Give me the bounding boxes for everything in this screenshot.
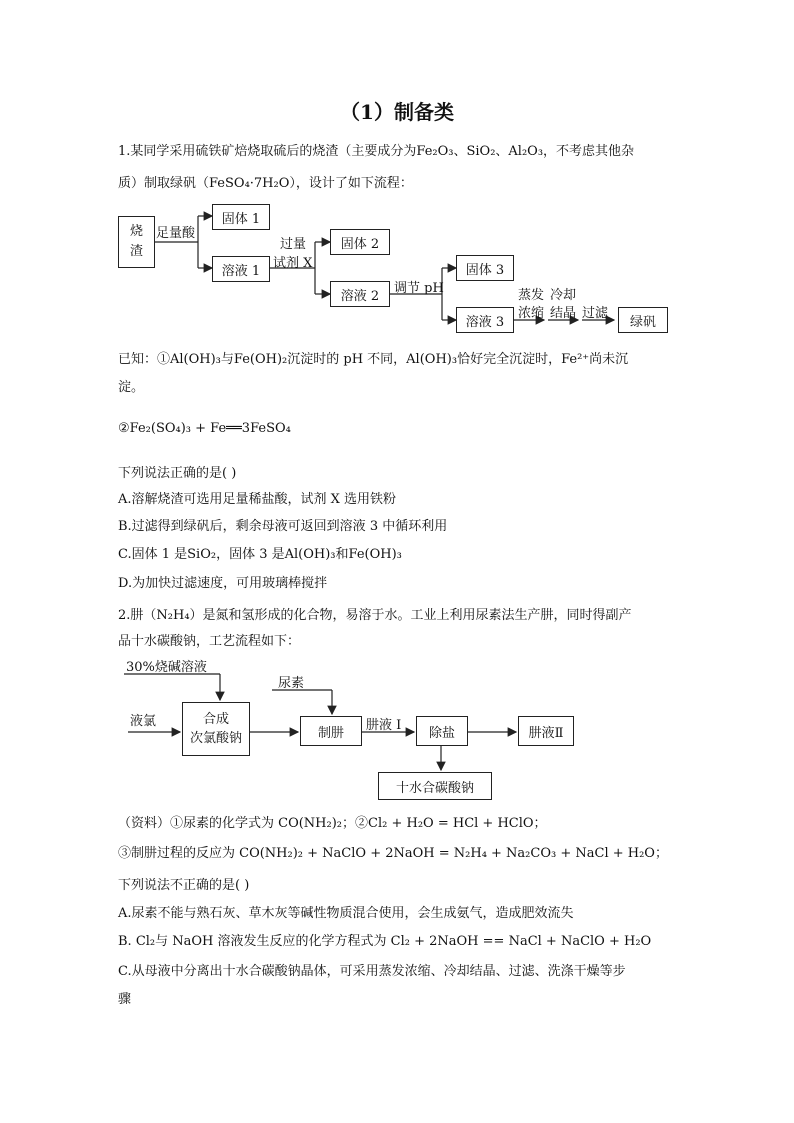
flow1-label-filter: 过滤: [582, 306, 609, 321]
flow2-label-liquid1: 肼液 I: [366, 718, 402, 733]
flow1-box-solid3: 固体 3: [456, 255, 514, 281]
q2-stem-line1: 2.肼（N₂H₄）是氮和氢形成的化合物，易溶于水。工业上利用尿素法生产肼，同时得副产: [118, 608, 632, 623]
flow2-box-synthesis: [182, 702, 250, 756]
q1-known2: ②Fe₂(SO₄)₃ + Fe══3FeSO₄: [118, 421, 291, 436]
q2-option-b: B. Cl₂与 NaOH 溶液发生反应的化学方程式为 Cl₂ + 2NaOH == NaCl + NaClO + H₂O: [118, 934, 652, 949]
q1-option-d: D.为加快过滤速度，可用玻璃棒搅拌: [118, 576, 328, 591]
q2-question: 下列说法不正确的是( ): [118, 878, 250, 893]
flow1-box-product: 绿矾: [618, 307, 668, 333]
flow1-label-cool1: 冷却: [550, 288, 577, 303]
q1-flowchart: [110, 200, 680, 340]
flow2-box-byproduct: 十水合碳酸钠: [378, 772, 492, 800]
q1-stem-line1: 1.某同学采用硫铁矿焙烧取硫后的烧渣（主要成分为Fe₂O₃、SiO₂、Al₂O₃，不考虑其他杂: [118, 144, 635, 159]
q2-flowchart: [110, 652, 610, 802]
q1-option-b: B.过滤得到绿矾后，剩余母液可返回到溶液 3 中循环利用: [118, 519, 448, 534]
page-title: （1）制备类: [340, 100, 454, 124]
q2-info1: （资料）①尿素的化学式为 CO(NH₂)₂；②Cl₂ + H₂O = HCl + HClO；: [118, 816, 547, 831]
flow1-box-solution1: 溶液 1: [212, 256, 270, 282]
q1-option-c: C.固体 1 是SiO₂，固体 3 是Al(OH)₃和Fe(OH)₃: [118, 547, 402, 562]
q1-known1-line1: 已知：①Al(OH)₃与Fe(OH)₂沉淀时的 pH 不同，Al(OH)₃恰好完全沉淀时，Fe²⁺尚未沉: [118, 352, 629, 367]
flow2-label-urea: 尿素: [278, 676, 305, 691]
flow1-label-cool2: 结晶: [550, 306, 577, 321]
flow1-label-evap1: 蒸发: [518, 288, 545, 303]
flow2-label-chlorine: 液氯: [130, 714, 157, 729]
q2-option-c-line2: 骤: [118, 992, 132, 1007]
flow2-synthesis-line2: 次氯酸钠: [189, 731, 242, 746]
flow2-box-make-hydrazine: 制肼: [300, 716, 362, 746]
flow2-box-liquid2: 肼液Ⅱ: [518, 716, 574, 746]
flow2-box-desalt: 除盐: [416, 716, 468, 746]
q1-question: 下列说法正确的是( ): [118, 466, 237, 481]
flow2-label-naoh: 30%烧碱溶液: [126, 660, 207, 675]
q2-info2: ③制肼过程的反应为 CO(NH₂)₂ + NaClO + 2NaOH = N₂H₄ + Na₂CO₃ + NaCl + H₂O；: [118, 846, 668, 861]
flow1-box-slag: [118, 216, 155, 268]
flow1-label-evap2: 浓缩: [518, 306, 545, 321]
flow1-label-acid: 足量酸: [156, 226, 196, 241]
q1-known1-line2: 淀。: [118, 380, 145, 395]
flow1-box-solid2: 固体 2: [330, 229, 390, 255]
q2-option-a: A.尿素不能与熟石灰、草木灰等碱性物质混合使用，会生成氨气，造成肥效流失: [118, 906, 574, 921]
flow1-label-ph: 调节 pH: [394, 281, 444, 296]
flow1-label-reagent1: 过量: [280, 237, 307, 252]
flow1-slag-text: 烧渣: [129, 224, 143, 259]
flow1-box-solution3: 溶液 3: [456, 307, 514, 333]
q1-stem-line2: 质）制取绿矾（FeSO₄·7H₂O），设计了如下流程：: [118, 176, 413, 191]
flow2-synthesis-line1: 合成: [202, 712, 229, 727]
q2-stem-line2: 品十水碳酸钠，工艺流程如下：: [118, 634, 301, 649]
flow1-label-reagent2: 试剂 X: [273, 256, 313, 271]
flow1-box-solution2: 溶液 2: [330, 281, 390, 307]
q2-option-c-line1: C.从母液中分离出十水合碳酸钠晶体，可采用蒸发浓缩、冷却结晶、过滤、洗涤干燥等步: [118, 964, 626, 979]
flow1-box-solid1: 固体 1: [212, 204, 270, 230]
q1-option-a: A.溶解烧渣可选用足量稀盐酸，试剂 X 选用铁粉: [118, 492, 397, 507]
